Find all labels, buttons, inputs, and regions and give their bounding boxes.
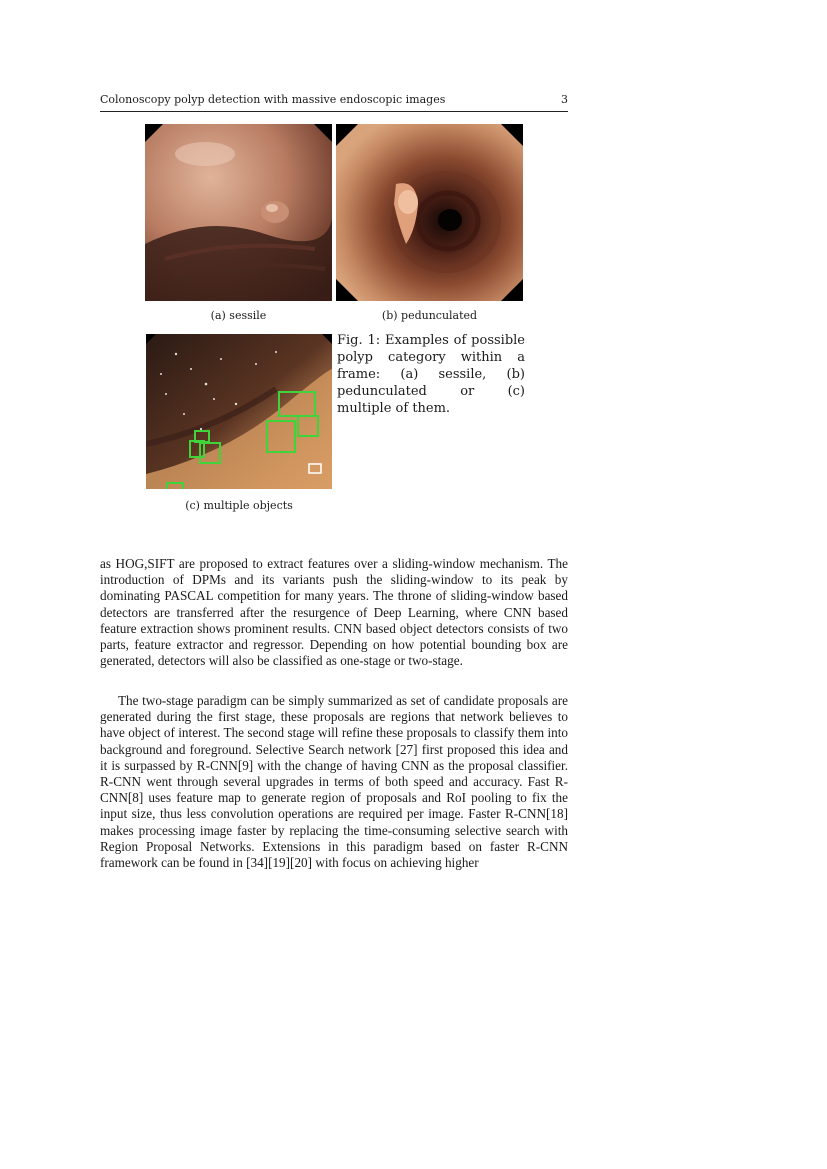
figure-caption: Fig. 1: Examples of possible polyp category within a frame: (a) sessile, (b) pedunculated or (c) multiple of them. [337, 333, 525, 416]
multiple-polyps-photo [146, 334, 332, 489]
page-number: 3 [561, 93, 568, 106]
running-title: Colonoscopy polyp detection with massive endoscopic images [100, 93, 446, 106]
running-header [100, 93, 568, 112]
subfigure-caption-b: (b) pedunculated [381, 309, 478, 322]
sessile-polyp-photo [145, 124, 332, 301]
subfigure-caption-a: (a) sessile [210, 309, 267, 322]
body-paragraph: The two-stage paradigm can be simply summarized as set of candidate proposals are generated during the first stage, these proposals are regions that network believes to have object of interest. The second stage will refine these proposals to classify them into background and foreground. Selective Search network [27] first proposed this idea and it is surpassed by R-CNN[9] with the change of having CNN as the proposal classifier. R-CNN went through several upgrades in terms of both speed and accuracy. Fast R-CNN[8] uses feature map to generate region of proposals and RoI pooling to fix the input size, thus less convolution operations are required per image. Faster R-CNN[18] makes processing image faster by replacing the time-consuming selective search with Region Proposal Networks. Extensions in this paradigm based on faster R-CNN framework can be found in [34][19][20] with focus on achieving higher [100, 693, 568, 871]
pedunculated-polyp-photo [336, 124, 523, 301]
body-paragraph: as HOG,SIFT are proposed to extract features over a sliding-window mechanism. The introduction of DPMs and its variants push the sliding-window to its peak by dominating PASCAL competition for many years. The throne of sliding-window based detectors are transferred after the resurgence of Deep Learning, where CNN based feature extraction shows prominent results. CNN based object detectors consists of two parts, feature extractor and regressor. Depending on how potential bounding box are generated, detectors will also be classified as one-stage or two-stage. [100, 556, 568, 669]
subfigure-caption-c: (c) multiple objects [185, 499, 293, 512]
